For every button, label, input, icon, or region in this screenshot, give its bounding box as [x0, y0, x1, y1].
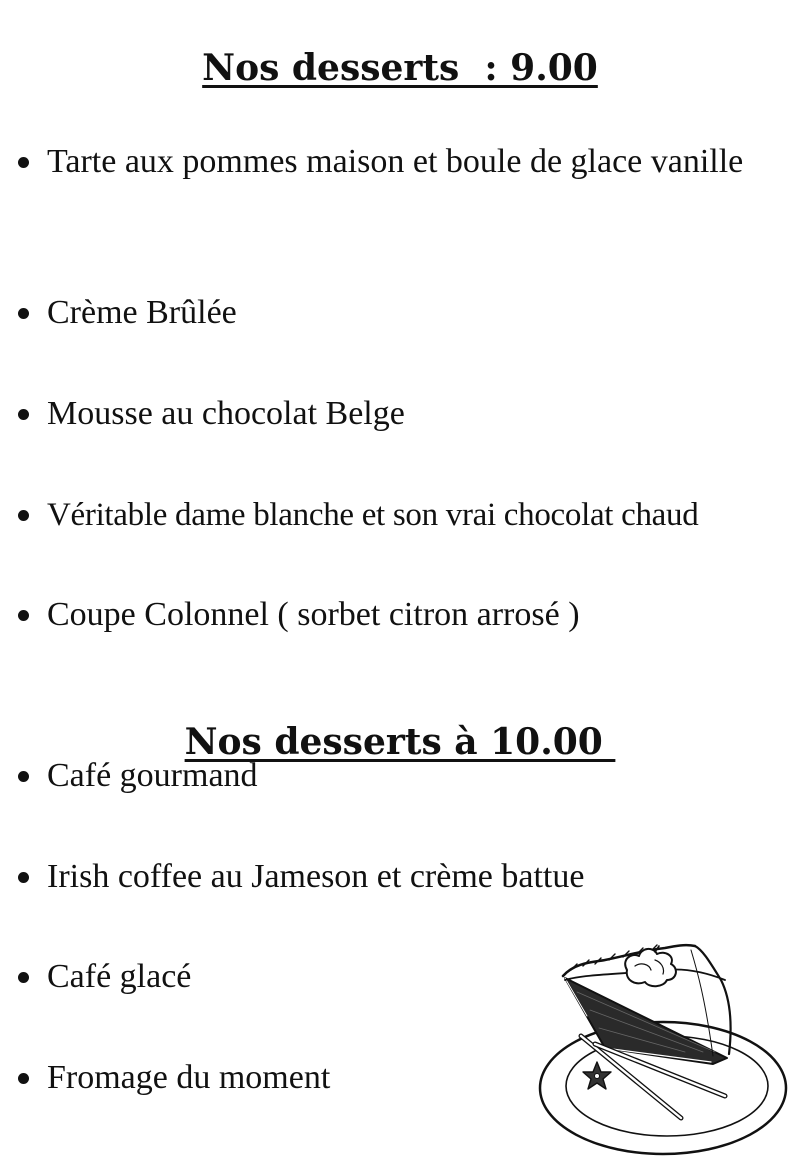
item-text: Fromage du moment — [47, 1059, 331, 1096]
section-title-9: Nos desserts : 9.00 — [202, 47, 598, 90]
pie-slice-illustration-icon — [535, 940, 793, 1160]
item-text: Café gourmand — [47, 757, 258, 794]
bullet-icon — [18, 972, 29, 983]
bullet-icon — [18, 872, 29, 883]
item-text: Café glacé — [47, 958, 192, 995]
item-text: Mousse au chocolat Belge — [47, 395, 405, 432]
bullet-icon — [18, 157, 29, 168]
item-text: Véritable dame blanche et son vrai chocolat chaud — [47, 497, 699, 533]
bullet-icon — [18, 409, 29, 420]
item-text: Coupe Colonnel ( sorbet citron arrosé ) — [47, 596, 580, 633]
item-text: Tarte aux pommes maison et boule de glace vanille — [47, 143, 744, 180]
bullet-icon — [18, 510, 29, 521]
section-title-10: Nos desserts à 10.00 — [184, 721, 616, 764]
bullet-icon — [18, 1073, 29, 1084]
bullet-icon — [18, 771, 29, 782]
bullet-icon — [18, 308, 29, 319]
item-text: Irish coffee au Jameson et crème battue — [47, 858, 585, 895]
bullet-icon — [18, 610, 29, 621]
item-text: Crème Brûlée — [47, 294, 237, 331]
